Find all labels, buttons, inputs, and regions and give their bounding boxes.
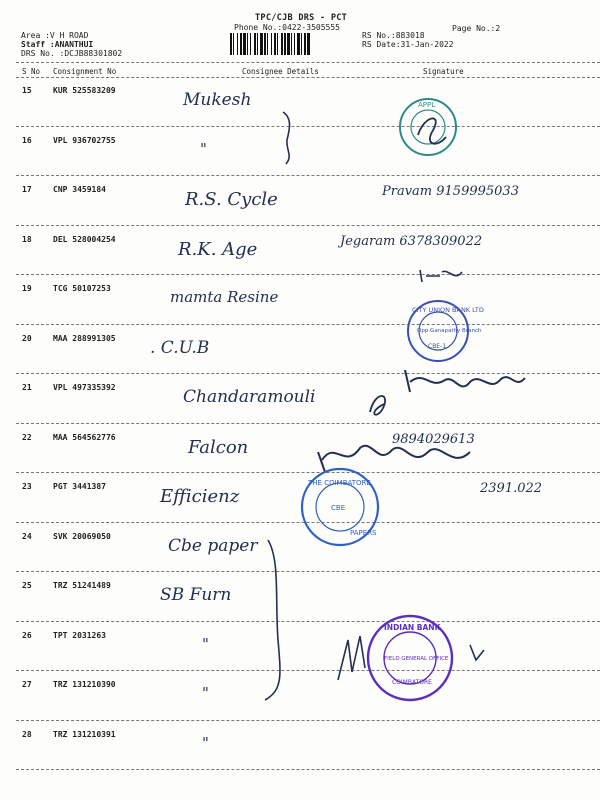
signature-scribble (420, 270, 462, 282)
svg-text:CBE-1: CBE-1 (428, 343, 447, 350)
col-header-signature: Signature (423, 67, 464, 76)
row-divider (16, 373, 600, 374)
row-divider (16, 720, 600, 721)
row-consignment-number: MAA 288991305 (53, 333, 116, 343)
col-header-sno: S No (22, 67, 41, 76)
svg-text:FIELD GENERAL OFFICE: FIELD GENERAL OFFICE (384, 656, 449, 662)
sheet-title: TPC/CJB DRS - PCT (255, 13, 348, 23)
bank-stamp-indian-bank (368, 616, 452, 700)
handwritten-consignee: " (200, 139, 207, 158)
handwritten-consignee: Cbe paper (168, 535, 258, 556)
svg-text:CBE: CBE (331, 504, 346, 512)
page-number: Page No.:2 (452, 24, 501, 33)
row-serial-number: 24 (22, 531, 32, 541)
svg-text:COIMBATORE: COIMBATORE (392, 679, 432, 686)
row-consignment-number: TCG 50107253 (53, 284, 111, 293)
row-divider (16, 175, 600, 176)
area-label: Area :V H ROAD (21, 31, 89, 40)
row-serial-number: 28 (22, 729, 32, 739)
handwritten-consignee: SB Furn (160, 585, 232, 605)
handwritten-signature-note: Pravam 9159995033 (382, 184, 519, 199)
row-serial-number: 19 (22, 284, 32, 293)
company-stamp-coimbatore-papers (302, 469, 378, 545)
handwritten-consignee: " (202, 684, 209, 702)
row-consignment-number: TPT 2031263 (53, 630, 106, 640)
row-serial-number: 23 (22, 482, 32, 491)
drs-number: DRS No. :DCJB88301802 (21, 49, 123, 58)
row-divider (16, 472, 600, 473)
handwritten-signature-note: Jegaram 6378309022 (340, 233, 483, 249)
svg-text:INDIAN BANK: INDIAN BANK (384, 623, 441, 632)
row-divider (16, 571, 600, 572)
rs-date: RS Date:31-Jan-2022 (362, 40, 454, 49)
svg-text:CITY UNION BANK LTD: CITY UNION BANK LTD (412, 306, 484, 314)
handwritten-consignee: Falcon (188, 436, 249, 458)
handwritten-signature-note: 9894029613 (392, 431, 475, 447)
col-header-consignee: Consignee Details (242, 67, 319, 76)
svg-text:APPL: APPL (418, 101, 436, 109)
handwritten-consignee: R.S. Cycle (185, 189, 278, 210)
signature-scribble (338, 636, 484, 680)
rs-number: RS No.:883018 (362, 31, 425, 40)
handwritten-signature-note: 2391.022 (480, 481, 543, 496)
row-divider (16, 324, 600, 325)
row-consignment-number: TRZ 131210390 (53, 680, 116, 689)
row-serial-number: 25 (22, 581, 32, 590)
row-divider (16, 225, 600, 226)
row-serial-number: 27 (22, 680, 32, 689)
row-consignment-number: CNP 3459184 (53, 185, 106, 194)
row-serial-number: 20 (22, 333, 32, 343)
handwritten-consignee: Mukesh (183, 90, 252, 110)
row-consignment-number: KUR 525583209 (53, 86, 116, 95)
row-divider (16, 522, 600, 523)
handwritten-consignee: " (202, 733, 209, 752)
row-serial-number: 26 (22, 630, 32, 640)
svg-text:THE COIMBATORE: THE COIMBATORE (308, 479, 371, 487)
brace-mark (283, 112, 290, 164)
svg-text:PAPERS: PAPERS (350, 529, 377, 537)
row-divider (16, 769, 600, 770)
row-consignment-number: TRZ 131210391 (53, 729, 116, 739)
staff-label: Staff :ANANTHUI (21, 40, 94, 49)
row-serial-number: 22 (22, 432, 32, 442)
handwritten-consignee: R.K. Age (178, 238, 258, 260)
phone-number: Phone No.:0422-3505555 (234, 23, 340, 32)
company-stamp-1 (400, 99, 456, 155)
barcode (230, 33, 356, 55)
row-serial-number: 15 (22, 86, 32, 95)
handwritten-consignee: " (202, 634, 209, 653)
row-divider (16, 126, 600, 127)
row-divider (16, 423, 600, 424)
row-consignment-number: TRZ 51241489 (53, 581, 111, 590)
handwritten-consignee: Chandaramouli (183, 387, 316, 407)
bank-stamp-city-union (408, 301, 484, 361)
row-serial-number: 21 (22, 383, 32, 392)
svg-text:Opp.Ganapathy Branch: Opp.Ganapathy Branch (417, 328, 482, 334)
row-divider (16, 621, 600, 622)
row-consignment-number: PGT 3441387 (53, 482, 106, 491)
row-consignment-number: DEL 528004254 (53, 234, 116, 244)
row-serial-number: 17 (22, 185, 32, 194)
row-divider (16, 274, 600, 275)
header-divider (16, 62, 600, 63)
col-header-consignment: Consignment No (53, 67, 117, 76)
row-consignment-number: VPL 936702755 (53, 135, 116, 145)
signature-scribble (318, 446, 470, 472)
row-consignment-number: VPL 497335392 (53, 383, 116, 392)
row-consignment-number: SVK 20069050 (53, 531, 111, 541)
signature-scribble (370, 396, 385, 415)
header-divider-bottom (16, 77, 600, 78)
row-consignment-number: MAA 564562776 (53, 432, 116, 442)
handwritten-consignee: Efficienz (160, 486, 240, 507)
handwritten-consignee: mamta Resine (170, 288, 279, 306)
row-divider (16, 670, 600, 671)
row-serial-number: 18 (22, 234, 32, 244)
row-serial-number: 16 (22, 135, 32, 145)
handwritten-consignee: . C.U.B (150, 337, 210, 358)
